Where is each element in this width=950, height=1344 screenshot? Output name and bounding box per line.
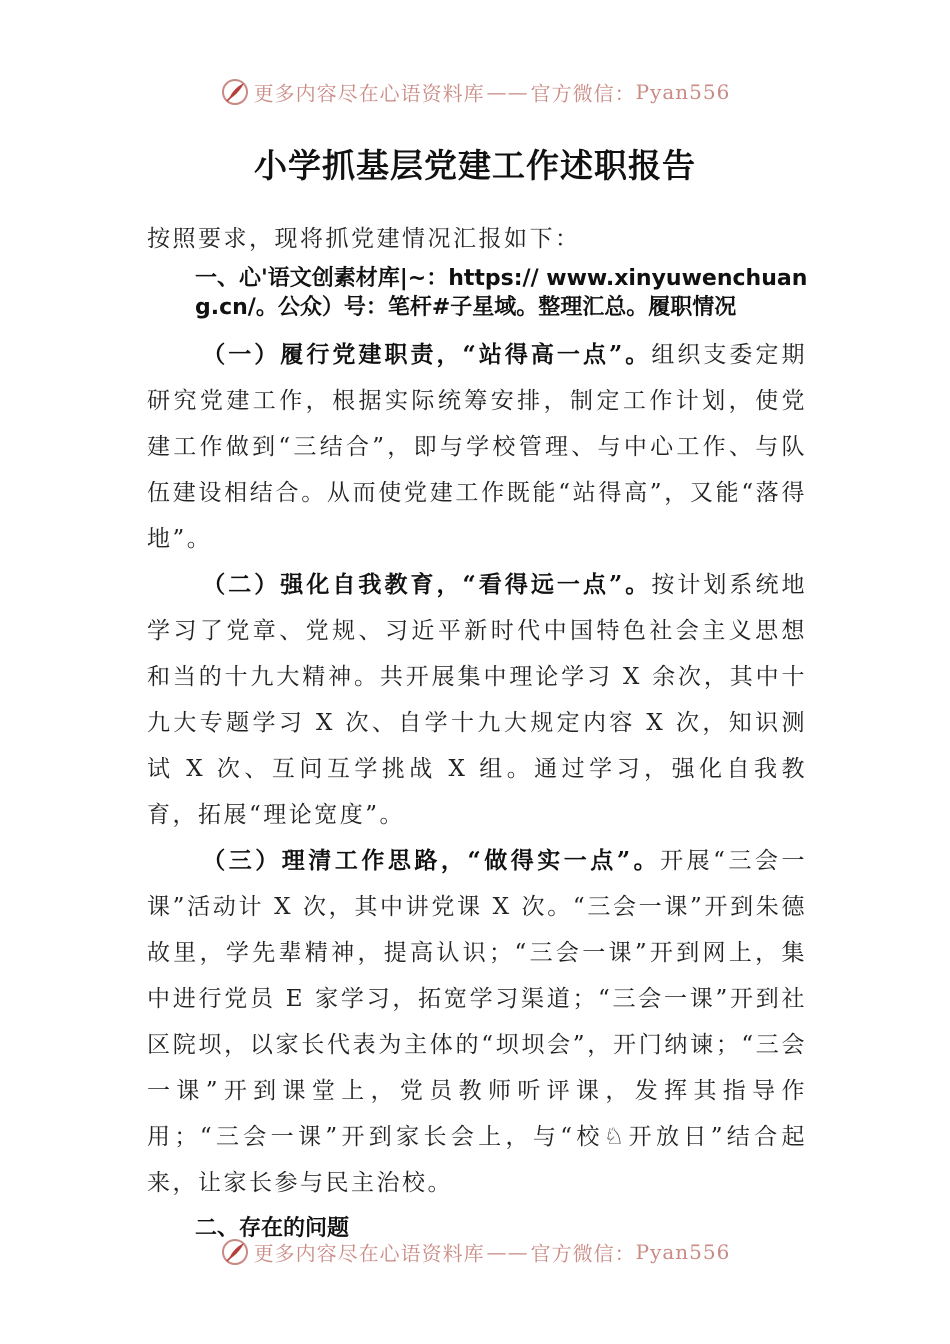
quill-logo-icon: [220, 77, 250, 107]
quill-logo-icon: [220, 1237, 250, 1267]
item-3-lead: （三）理清工作思路，“做得实一点”。: [202, 847, 661, 874]
section-1-heading: 一、心'语文创素材库|~：https:// www.xinyuwenchuang.cn/。公众）号：笔杆#子星域。整理汇总。履职情况: [195, 266, 808, 320]
intro-paragraph: 按照要求，现将抓党建情况汇报如下：: [147, 226, 581, 252]
item-2-paragraph: [147, 562, 807, 838]
watermark-text: 更多内容尽在心语资料库: [253, 1241, 485, 1266]
item-3-paragraph: [147, 838, 807, 1206]
watermark-wechat-label: 官方微信：: [530, 1241, 636, 1266]
section-2-heading: 二、存在的问题: [195, 1216, 350, 1241]
item-1-lead: （一）履行党建职责，“站得高一点”。: [202, 341, 652, 368]
document-title: 小学抓基层党建工作述职报告: [254, 146, 696, 185]
watermark-dash: ——: [486, 1240, 529, 1264]
item-1-paragraph: [147, 332, 807, 562]
document-body: [147, 216, 807, 1252]
watermark-dash: ——: [486, 80, 529, 104]
item-3-body: 开展“三会一课”活动计 X 次，其中讲党课 X 次。“三会一课”开到朱德故里，学先辈精神，提高认识；“三会一课”开到网上，集中进行党员 E 家学习，拓宽学习渠道；“三会一课”开到社区院坝，以家长代表为主体的“坝坝会”，开门纳谏；“三会一课”开到课堂上，党员教师听评课，发挥其指导作用；“三会一课”开到家长会上，与“校♘开放日”结合起来，让家长参与民主治校。: [147, 848, 807, 1196]
watermark-wechat-label: 官方微信：: [530, 81, 636, 106]
header-watermark: [0, 77, 950, 107]
watermark-text: 更多内容尽在心语资料库: [253, 81, 485, 106]
item-2-lead: （二）强化自我教育，“看得远一点”。: [202, 571, 652, 598]
item-1-body: 组织支委定期研究党建工作，根据实际统筹安排，制定工作计划，使党建工作做到“三结合”，即与学校管理、与中心工作、与队伍建设相结合。从而使党建工作既能“站得高”，又能“落得地”。: [147, 342, 807, 552]
footer-watermark: [0, 1237, 950, 1267]
watermark-wechat-id: Pyan556: [635, 80, 731, 104]
item-2-body: 按计划系统地学习了党章、党规、习近平新时代中国特色社会主义思想和当的十九大精神。共开展集中理论学习 X 余次，其中十九大专题学习 X 次、自学十九大规定内容 X 次，知识测试 X 次、互问互学挑战 X 组。通过学习，强化自我教育，拓展“理论宽度”。: [147, 572, 807, 828]
watermark-wechat-id: Pyan556: [635, 1240, 731, 1264]
